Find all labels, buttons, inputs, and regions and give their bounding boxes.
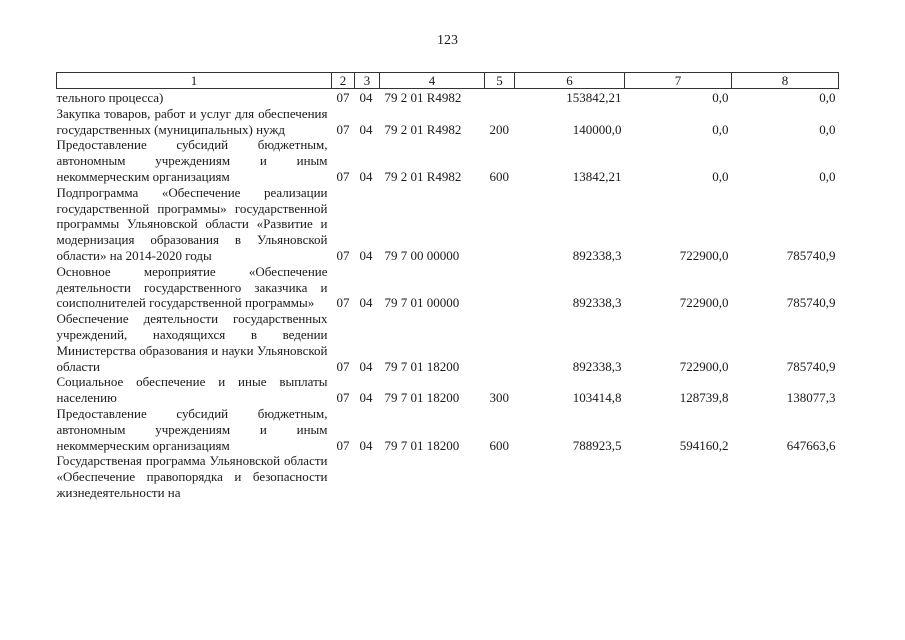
row-subsection: 04	[359, 121, 373, 137]
row-target-article: 79 7 01 18200	[384, 390, 460, 406]
row-subsection: 04	[359, 358, 373, 374]
table-row	[57, 106, 839, 138]
row-amount-col6: 13842,21	[572, 168, 622, 184]
row-section: 07	[336, 247, 350, 263]
row-expense-type: 600	[489, 437, 509, 453]
row-amount-col6: 892338,3	[572, 247, 622, 263]
row-target-article: 79 7 01 18200	[384, 358, 460, 374]
row-amount-col8: 647663,6	[786, 437, 836, 453]
row-description: Предоставление субсидий бюджетным, автономным учреждениям и иным некоммерческим организациям	[56, 405, 328, 453]
row-section: 07	[336, 358, 350, 374]
row-subsection	[355, 453, 380, 500]
row-amount-col6: 892338,3	[572, 295, 622, 311]
row-amount-col7: 128739,8	[679, 390, 729, 406]
row-amount-col8: 785740,9	[786, 247, 836, 263]
row-amount-col7: 594160,2	[679, 437, 729, 453]
table-row	[57, 374, 839, 406]
table-row	[57, 89, 839, 106]
row-section: 07	[336, 390, 350, 406]
row-amount-col8: 138077,3	[786, 390, 836, 406]
table-row	[57, 185, 839, 264]
row-section	[332, 453, 355, 500]
header-col-4: 4	[380, 73, 485, 89]
row-target-article: 79 2 01 R4982	[384, 121, 462, 137]
row-amount-col6	[515, 453, 625, 500]
row-description: Закупка товаров, работ и услуг для обеспечения государственных (муниципальных) нужд	[56, 105, 328, 137]
row-section: 07	[336, 121, 350, 137]
row-amount-col8: 785740,9	[786, 358, 836, 374]
row-section: 07	[336, 90, 350, 105]
row-amount-col7: 0,0	[712, 90, 729, 105]
row-subsection: 04	[359, 437, 373, 453]
table-row	[57, 137, 839, 184]
row-amount-col7: 0,0	[712, 168, 729, 184]
table-row	[57, 311, 839, 374]
table-row	[57, 453, 839, 500]
row-subsection: 04	[359, 90, 373, 105]
row-description: тельного процесса)	[56, 90, 164, 105]
row-amount-col7: 722900,0	[679, 358, 729, 374]
row-expense-type	[485, 264, 515, 311]
row-amount-col7: 722900,0	[679, 247, 729, 263]
table-header	[57, 73, 839, 89]
row-subsection: 04	[359, 247, 373, 263]
row-expense-type	[485, 89, 515, 106]
row-expense-type	[485, 311, 515, 374]
header-col-1: 1	[57, 73, 332, 89]
row-description: Предоставление субсидий бюджетным, автономным учреждениям и иным некоммерческим организациям	[56, 137, 328, 184]
row-section: 07	[336, 437, 350, 453]
row-expense-type: 600	[489, 168, 509, 184]
row-amount-col8: 0,0	[819, 90, 836, 105]
row-description: Социальное обеспечение и иные выплаты населению	[56, 374, 328, 406]
row-amount-col8: 0,0	[819, 121, 836, 137]
row-target-article: 79 7 00 00000	[384, 247, 460, 263]
row-amount-col8: 785740,9	[786, 295, 836, 311]
row-description: Подпрограмма «Обеспечение реализации государственной программы» государственной программы Ульяновской области «Развитие и модернизация образования в Ульяновской области» на 2014-2020 годы	[56, 184, 328, 263]
table-row	[57, 406, 839, 453]
row-target-article: 79 7 01 18200	[384, 437, 460, 453]
row-description: Основное мероприятие «Обеспечение деятельности государственного заказчика и соисполнителей государственной программы»	[56, 263, 328, 311]
row-amount-col6: 153842,21	[566, 90, 622, 105]
header-col-3: 3	[355, 73, 380, 89]
header-row	[57, 73, 839, 89]
row-target-article: 79 2 01 R4982	[384, 168, 462, 184]
row-description: Государственая программа Ульяновской области «Обеспечение правопорядка и безопасности жизнедеятельности на	[56, 453, 328, 500]
row-section: 07	[336, 295, 350, 311]
row-expense-type	[485, 185, 515, 264]
row-expense-type	[485, 453, 515, 500]
header-col-8: 8	[732, 73, 839, 89]
header-col-2: 2	[332, 73, 355, 89]
row-target-article: 79 2 01 R4982	[384, 90, 462, 105]
row-target-article	[380, 453, 485, 500]
budget-table	[56, 72, 839, 501]
row-subsection: 04	[359, 295, 373, 311]
header-col-5: 5	[485, 73, 515, 89]
header-col-6: 6	[515, 73, 625, 89]
row-amount-col7	[625, 453, 732, 500]
row-description: Обеспечение деятельности государственных учреждений, находящихся в ведении Министерства образования и науки Ульяновской области	[56, 311, 328, 374]
row-amount-col8: 0,0	[819, 168, 836, 184]
row-amount-col7: 0,0	[712, 121, 729, 137]
row-amount-col6: 788923,5	[572, 437, 622, 453]
row-amount-col8	[732, 453, 839, 500]
row-expense-type: 300	[489, 390, 509, 406]
row-target-article: 79 7 01 00000	[384, 295, 460, 311]
row-section: 07	[336, 168, 350, 184]
row-subsection: 04	[359, 168, 373, 184]
row-amount-col7: 722900,0	[679, 295, 729, 311]
table-row	[57, 264, 839, 311]
header-col-7: 7	[625, 73, 732, 89]
row-amount-col6: 892338,3	[572, 358, 622, 374]
page-number: 123	[437, 33, 458, 48]
row-amount-col6: 103414,8	[572, 390, 622, 406]
row-expense-type: 200	[489, 121, 509, 137]
row-subsection: 04	[359, 390, 373, 406]
row-amount-col6: 140000,0	[572, 121, 622, 137]
